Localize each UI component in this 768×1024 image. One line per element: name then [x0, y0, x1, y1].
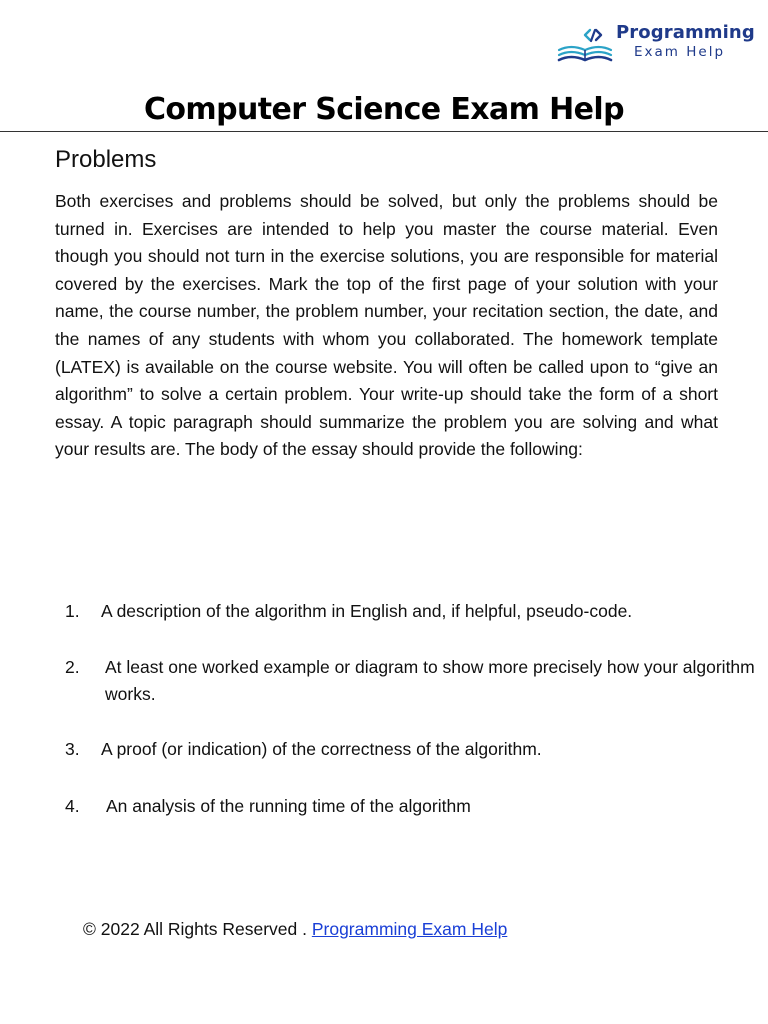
list-item-text: At least one worked example or diagram to show more precisely how your algorithm works.: [105, 657, 755, 704]
list-item-number: 2.: [65, 657, 80, 677]
list-item-number: 4.: [65, 796, 80, 816]
title-divider: [0, 131, 768, 132]
copyright-text: © 2022 All Rights Reserved .: [83, 919, 312, 939]
list-item-text: An analysis of the running time of the algorithm: [106, 796, 471, 816]
list-item-text: A description of the algorithm in English and, if helpful, pseudo-code.: [101, 601, 633, 621]
page-title: Computer Science Exam Help: [143, 92, 624, 127]
logo-wordmark-line2: Exam Help: [634, 44, 726, 60]
logo-wordmark-line1: Programming: [616, 22, 755, 43]
intro-paragraph: Both exercises and problems should be solved, but only the problems should be turned in. Exercises are intended to help you master the course material. Even though you should not turn in the exercise solutions, you are responsible for material covered by the exercises. Mark the top of the first page of your solution with your name, the course number, the problem number, your recitation section, the date, and the names of any students with whom you collaborated. The homework template (LATEX) is available on the course website. You will often be called upon to “give an algorithm” to solve a certain problem. Your write-up should take the form of a short essay. A topic paragraph should summarize the problem you are solving and what your results are. The body of the essay should provide the following:: [55, 191, 718, 460]
list-item-number: 1.: [65, 601, 80, 621]
footer-link[interactable]: Programming Exam Help: [311, 919, 508, 939]
brand-logo: [556, 14, 766, 70]
list-item-text: A proof (or indication) of the correctness of the algorithm.: [101, 739, 542, 759]
footer: [83, 916, 507, 943]
open-book-code-icon: [556, 28, 614, 68]
list-item-number: 3.: [65, 739, 80, 759]
section-heading: Problems: [55, 146, 157, 173]
